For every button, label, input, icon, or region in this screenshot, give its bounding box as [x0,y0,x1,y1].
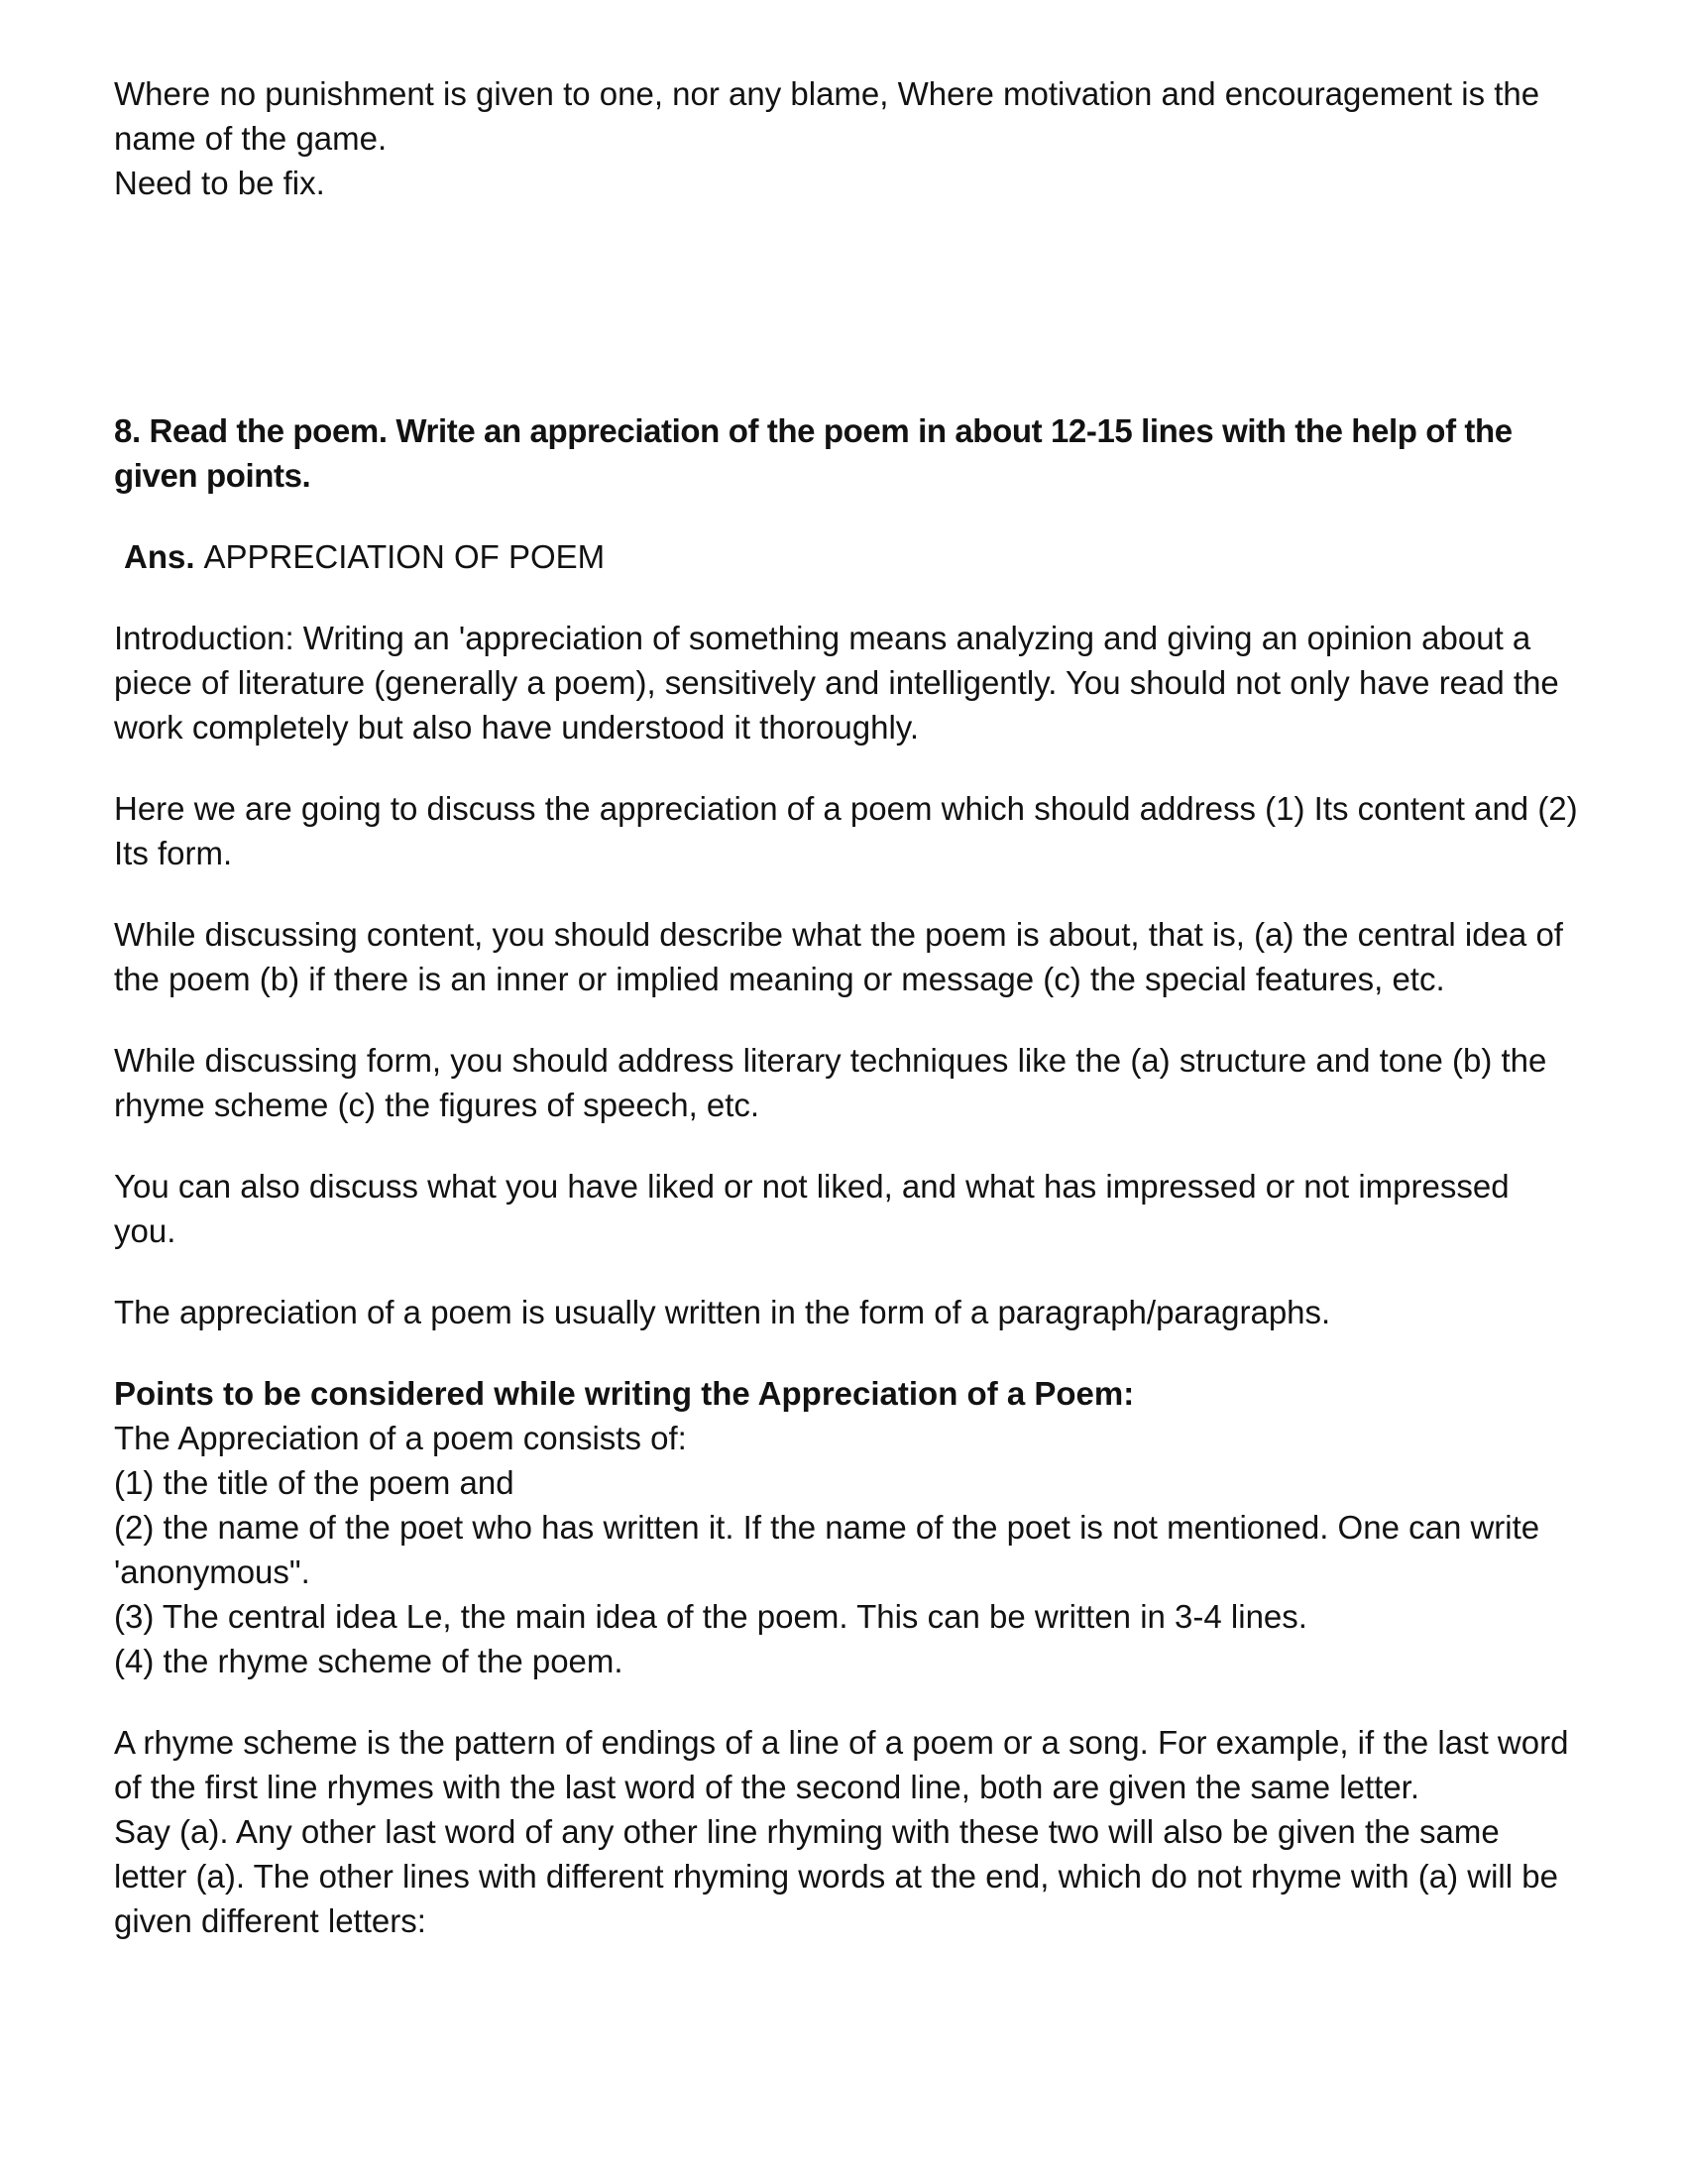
answer-title: APPRECIATION OF POEM [203,538,606,575]
question-heading: 8. Read the poem. Write an appreciation of the poem in about 12-15 lines with the help of the given points. [114,412,1513,494]
paragraph-opening [114,71,1578,205]
opening-line-2: Need to be fix. [114,165,325,201]
points-intro-line: The Appreciation of a poem consists of: [114,1420,687,1456]
paragraph-form-note: The appreciation of a poem is usually written in the form of a paragraph/paragraphs. [114,1294,1331,1330]
paragraph-liked-impressed: You can also discuss what you have liked or not liked, and what has impressed or not impressed you. [114,1168,1510,1249]
points-item-4: (4) the rhyme scheme of the poem. [114,1643,623,1679]
points-item-3: (3) The central idea Le, the main idea of the poem. This can be written in 3-4 lines. [114,1598,1307,1635]
points-item-2: (2) the name of the poet who has written it. If the name of the poet is not mentioned. One can write 'anonymous". [114,1509,1540,1590]
points-block [114,1371,1578,1683]
paragraph-discussing-content: While discussing content, you should describe what the poem is about, that is, (a) the central idea of the poem (b) if there is an inner or implied meaning or message (c) the special features, etc. [114,916,1563,997]
paragraph-rhyme-scheme [114,1720,1578,1943]
paragraph-discussion-scope: Here we are going to discuss the appreciation of a poem which should address (1) Its content and (2) Its form. [114,790,1578,871]
answer-line [114,534,1578,579]
paragraph-introduction: Introduction: Writing an 'appreciation of something means analyzing and giving an opinion about a piece of literature (generally a poem), sensitively and intelligently. You should not only have read the work completely but also have understood it thoroughly. [114,620,1559,746]
rhyme-scheme-part-2: Say (a). Any other last word of any other line rhyming with these two will also be given the same letter (a). The other lines with different rhyming words at the end, which do not rhyme with (a) will be given different letters: [114,1813,1558,1939]
points-heading: Points to be considered while writing the Appreciation of a Poem: [114,1375,1135,1412]
rhyme-scheme-part-1: A rhyme scheme is the pattern of endings of a line of a poem or a song. For example, if the last word of the first line rhymes with the last word of the second line, both are given the same letter. [114,1724,1569,1805]
points-item-1: (1) the title of the poem and [114,1464,514,1501]
answer-label: Ans. [124,538,195,575]
opening-line-1: Where no punishment is given to one, nor any blame, Where motivation and encouragement is the name of the game. [114,75,1540,157]
paragraph-discussing-form: While discussing form, you should address literary techniques like the (a) structure and tone (b) the rhyme scheme (c) the figures of speech, etc. [114,1042,1547,1123]
